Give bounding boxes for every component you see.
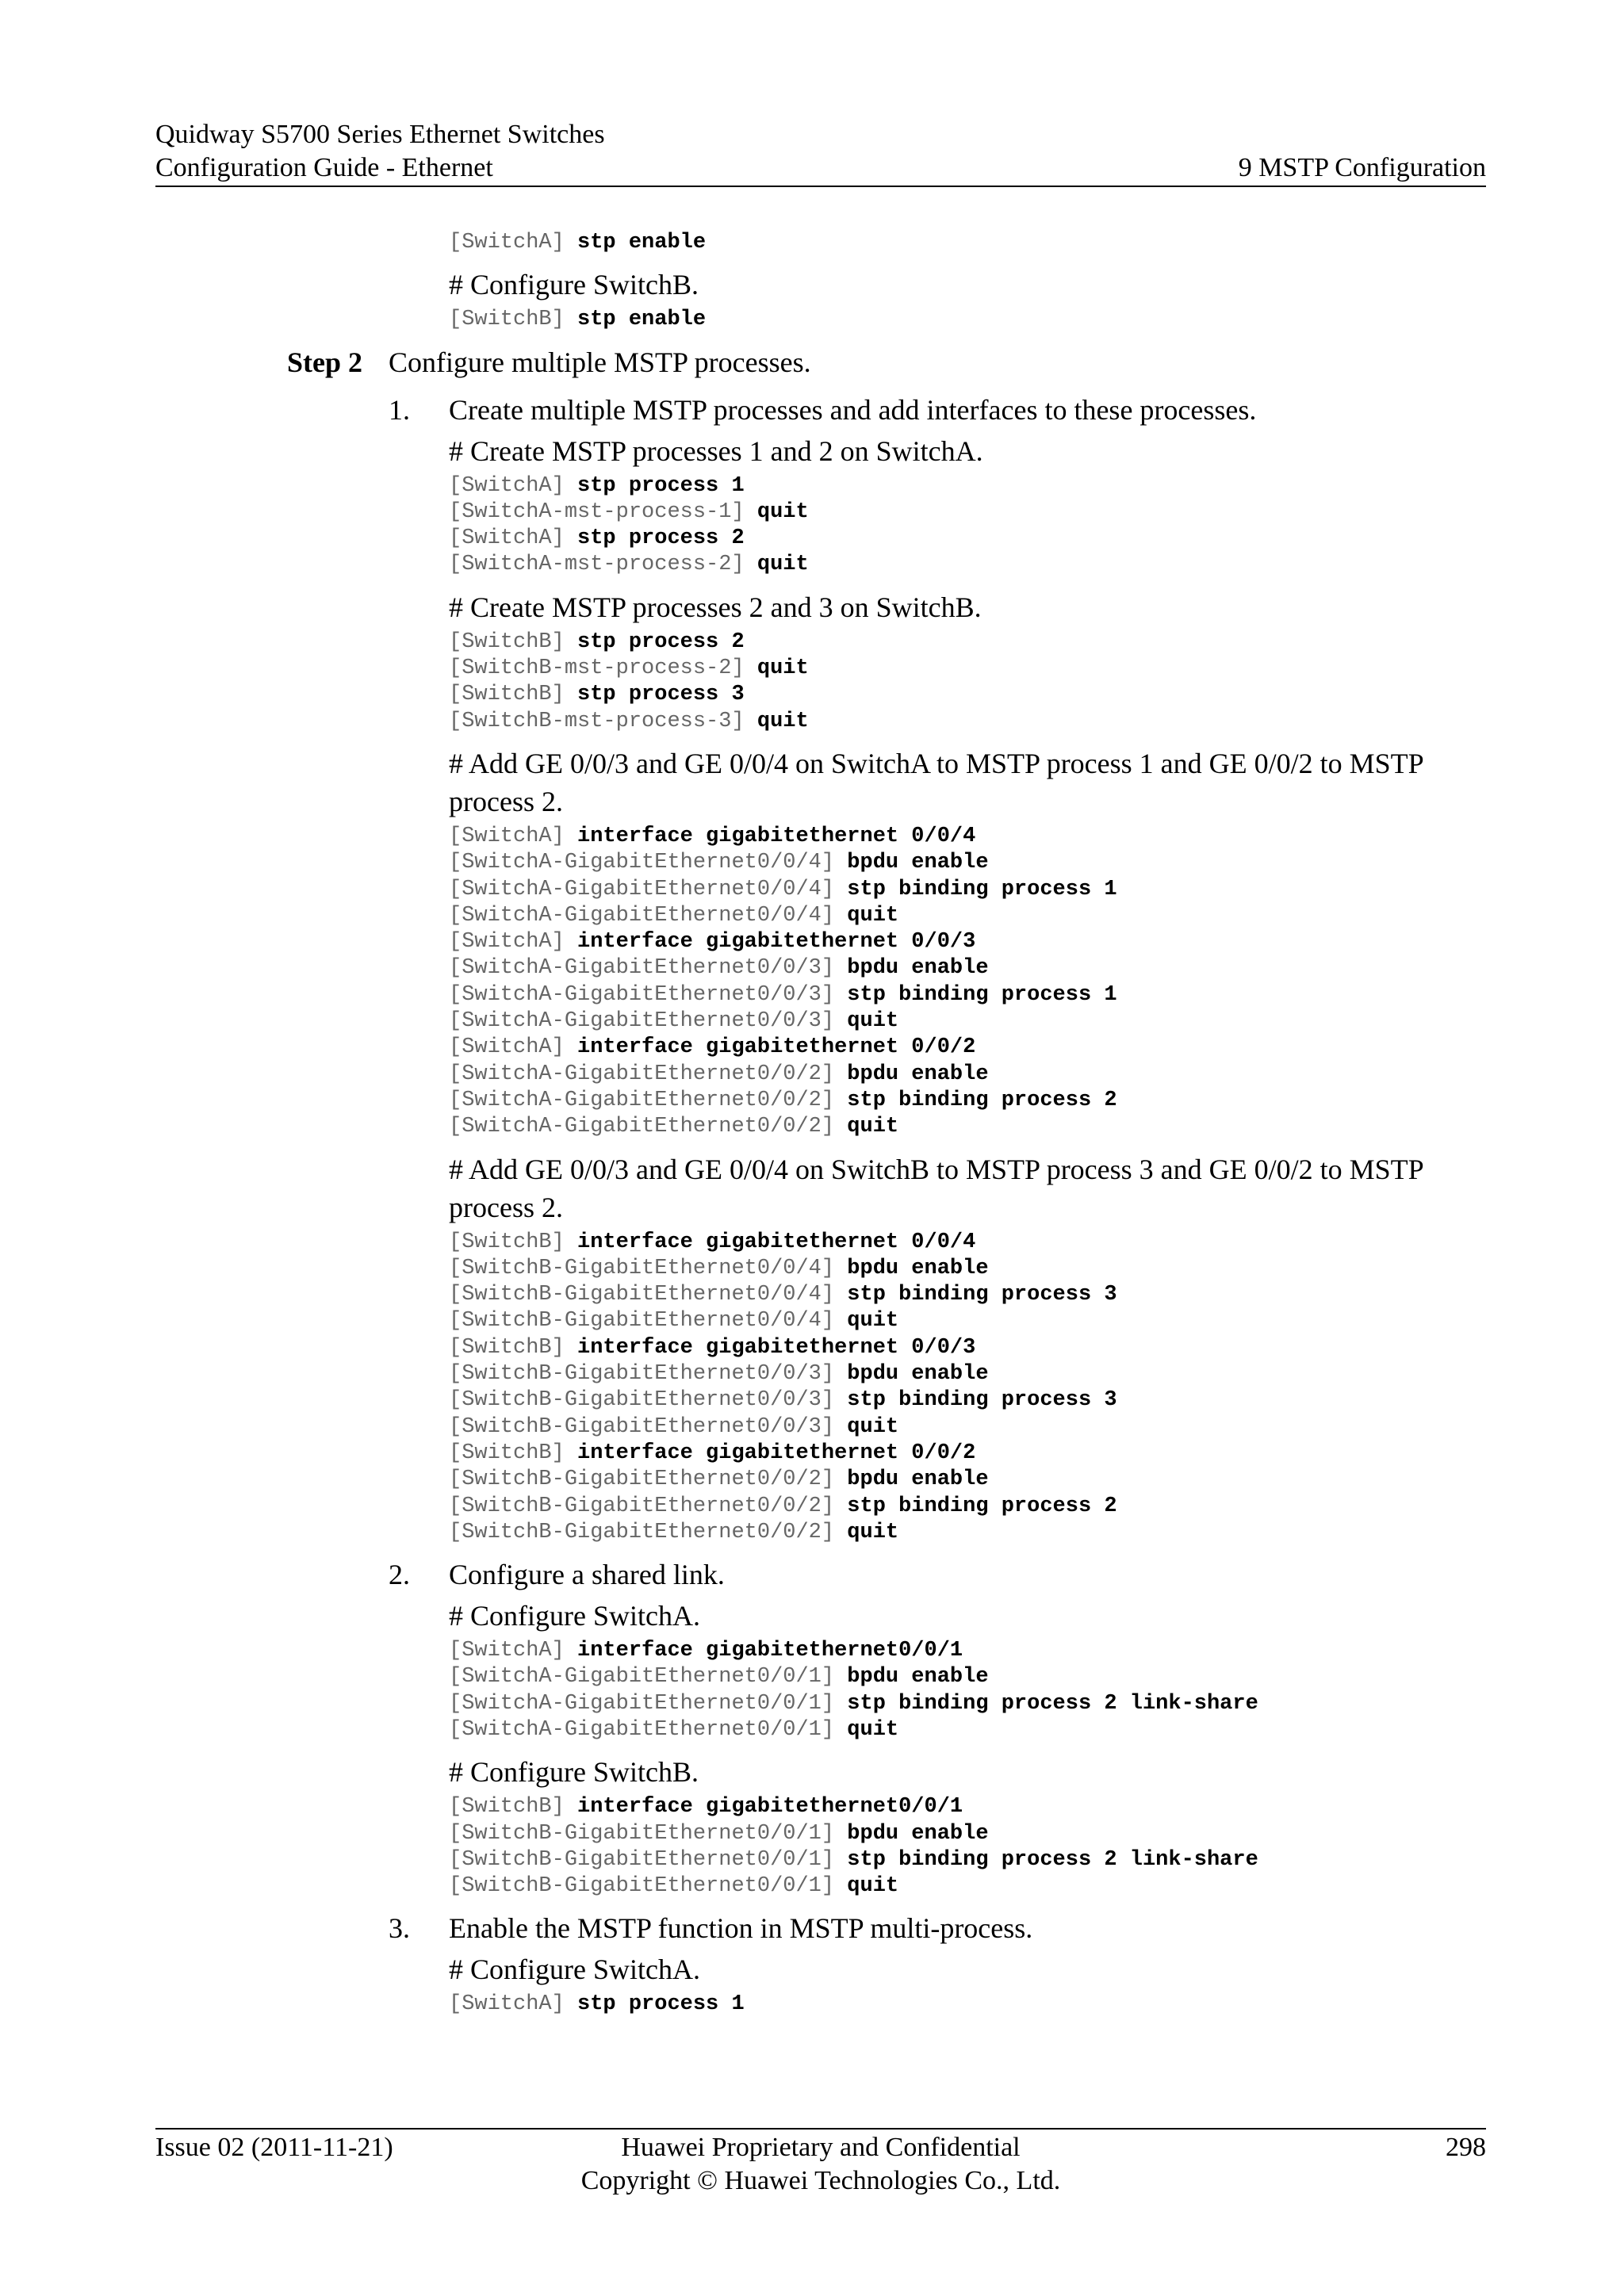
cli-prompt: [SwitchA-GigabitEthernet0/0/3] xyxy=(449,1009,848,1034)
code-line xyxy=(449,1441,1624,1467)
cli-prompt: [SwitchB-GigabitEthernet0/0/2] xyxy=(449,1520,848,1544)
cli-command: interface gigabitethernet 0/0/4 xyxy=(577,824,976,848)
cli-prompt: [SwitchB-GigabitEthernet0/0/1] xyxy=(449,1847,848,1872)
header-divider xyxy=(155,186,1486,187)
cli-command: stp binding process 2 link-share xyxy=(847,1691,1258,1716)
cli-command: interface gigabitethernet 0/0/3 xyxy=(577,1335,976,1360)
cli-prompt: [SwitchB] xyxy=(449,1795,578,1820)
cli-command: stp process 2 xyxy=(577,629,745,654)
code-line xyxy=(449,982,1624,1008)
cli-command: quit xyxy=(847,1115,899,1139)
cli-command: quit xyxy=(847,1874,899,1899)
code-line xyxy=(449,1062,1624,1088)
cli-prompt: [SwitchB-mst-process-3] xyxy=(449,709,757,733)
footer-divider xyxy=(155,2128,1486,2130)
code-line xyxy=(449,824,1624,850)
list-item-text: Create multiple MSTP processes and add interfaces to these processes. xyxy=(449,393,1257,426)
code-line xyxy=(449,1414,1624,1441)
cli-command: interface gigabitethernet 0/0/3 xyxy=(577,930,976,955)
code-block xyxy=(449,230,1624,256)
code-line xyxy=(449,1638,1624,1664)
confidential-line: Huawei Proprietary and Confidential xyxy=(621,2133,1021,2162)
list-item-number: 2. xyxy=(389,1559,410,1591)
cli-prompt: [SwitchA-mst-process-1] xyxy=(449,499,757,524)
code-line xyxy=(449,307,1624,333)
cli-prompt: [SwitchA-GigabitEthernet0/0/1] xyxy=(449,1665,848,1689)
cli-prompt: [SwitchB] xyxy=(449,1230,578,1254)
cli-command: quit xyxy=(847,1520,899,1544)
cli-prompt: [SwitchA] xyxy=(449,824,578,848)
code-line xyxy=(449,1691,1624,1717)
cli-command: interface gigabitethernet 0/0/4 xyxy=(577,1230,976,1254)
paragraph: # Configure SwitchA. xyxy=(449,1600,700,1632)
paragraph: # Create MSTP processes 2 and 3 on SwitchB. xyxy=(449,591,982,623)
cli-command: quit xyxy=(847,1717,899,1742)
code-line xyxy=(449,1520,1624,1546)
cli-prompt: [SwitchA] xyxy=(449,930,578,955)
code-line xyxy=(449,1335,1624,1361)
cli-command: bpdu enable xyxy=(847,1256,989,1280)
cli-prompt: [SwitchA-GigabitEthernet0/0/2] xyxy=(449,1062,848,1086)
list-item xyxy=(389,391,1624,429)
code-line xyxy=(449,877,1624,903)
cli-prompt: [SwitchB-GigabitEthernet0/0/3] xyxy=(449,1362,848,1387)
code-line xyxy=(449,1494,1624,1520)
code-block xyxy=(449,1230,1624,1547)
code-line xyxy=(449,552,1624,578)
cli-command: bpdu enable xyxy=(847,1665,989,1689)
code-line xyxy=(449,1467,1624,1493)
cli-command: stp binding process 2 xyxy=(847,1494,1117,1518)
code-line xyxy=(449,629,1624,656)
cli-prompt: [SwitchA-GigabitEthernet0/0/2] xyxy=(449,1088,848,1112)
list-item-number: 1. xyxy=(389,393,410,426)
cli-command: stp binding process 2 link-share xyxy=(847,1847,1258,1872)
cli-prompt: [SwitchA-GigabitEthernet0/0/2] xyxy=(449,1115,848,1139)
cli-prompt: [SwitchA-GigabitEthernet0/0/4] xyxy=(449,877,848,901)
code-line xyxy=(449,709,1624,735)
paragraph: # Add GE 0/0/3 and GE 0/0/4 on SwitchB to MSTP process 3 and GE 0/0/2 to MSTP process 2. xyxy=(449,1153,1423,1223)
code-line xyxy=(449,1873,1624,1900)
code-line xyxy=(449,929,1624,955)
cli-prompt: [SwitchB] xyxy=(449,629,578,654)
page-number: 298 xyxy=(1446,2133,1486,2162)
cli-prompt: [SwitchA] xyxy=(449,526,578,551)
doc-subtitle-row xyxy=(155,152,1486,184)
cli-command: stp process 1 xyxy=(577,1992,745,2017)
step-heading xyxy=(287,343,1624,381)
list-item-text: Enable the MSTP function in MSTP multi-process. xyxy=(449,1912,1033,1945)
cli-command: bpdu enable xyxy=(847,1362,989,1387)
cli-prompt: [SwitchB] xyxy=(449,683,578,707)
code-line xyxy=(449,1821,1624,1847)
step-label: Step 2 xyxy=(287,346,363,378)
cli-command: bpdu enable xyxy=(847,956,989,981)
code-line xyxy=(449,1794,1624,1820)
cli-prompt: [SwitchB-GigabitEthernet0/0/1] xyxy=(449,1821,848,1846)
list-item-text: Configure a shared link. xyxy=(449,1559,725,1591)
code-block xyxy=(449,1794,1624,1900)
paragraph: # Add GE 0/0/3 and GE 0/0/4 on SwitchA to MSTP process 1 and GE 0/0/2 to MSTP process 2. xyxy=(449,747,1423,817)
code-line xyxy=(449,1308,1624,1334)
cli-prompt: [SwitchA] xyxy=(449,1639,578,1663)
code-line xyxy=(449,1992,1624,2018)
document-body xyxy=(0,230,1624,2028)
code-line xyxy=(449,1008,1624,1035)
cli-prompt: [SwitchB-GigabitEthernet0/0/4] xyxy=(449,1309,848,1334)
list-item xyxy=(389,1556,1624,1594)
list-item-number: 3. xyxy=(389,1912,410,1945)
cli-command: stp binding process 2 xyxy=(847,1088,1117,1112)
cli-prompt: [SwitchA] xyxy=(449,1035,578,1060)
cli-command: quit xyxy=(847,1009,899,1034)
cli-command: interface gigabitethernet0/0/1 xyxy=(577,1795,963,1820)
code-line xyxy=(449,903,1624,929)
code-block xyxy=(449,473,1624,579)
cli-command: stp process 1 xyxy=(577,473,745,498)
cli-prompt: [SwitchB] xyxy=(449,308,578,332)
code-block xyxy=(449,824,1624,1141)
cli-prompt: [SwitchA] xyxy=(449,231,578,254)
paragraph: # Configure SwitchA. xyxy=(449,1954,700,1986)
code-block xyxy=(449,629,1624,735)
cli-prompt: [SwitchB-GigabitEthernet0/0/3] xyxy=(449,1388,848,1413)
cli-command: stp process 3 xyxy=(577,683,745,707)
code-line xyxy=(449,1847,1624,1873)
code-line xyxy=(449,682,1624,708)
cli-command: bpdu enable xyxy=(847,851,989,875)
paragraph: # Configure SwitchB. xyxy=(449,1756,699,1789)
section-title: 9 MSTP Configuration xyxy=(1238,153,1486,182)
code-line xyxy=(449,850,1624,876)
code-line xyxy=(449,955,1624,982)
cli-command: stp enable xyxy=(577,308,707,332)
cli-prompt: [SwitchB-GigabitEthernet0/0/4] xyxy=(449,1256,848,1280)
cli-prompt: [SwitchA-GigabitEthernet0/0/3] xyxy=(449,982,848,1007)
cli-command: stp binding process 3 xyxy=(847,1283,1117,1307)
cli-prompt: [SwitchA-GigabitEthernet0/0/1] xyxy=(449,1717,848,1742)
code-line xyxy=(449,1088,1624,1114)
cli-command: quit xyxy=(756,656,809,681)
cli-command: quit xyxy=(847,1414,899,1439)
code-line xyxy=(449,1230,1624,1256)
code-line xyxy=(449,230,1624,256)
cli-prompt: [SwitchB] xyxy=(449,1335,578,1360)
cli-prompt: [SwitchA] xyxy=(449,1992,578,2017)
cli-prompt: [SwitchB-GigabitEthernet0/0/2] xyxy=(449,1468,848,1492)
code-line xyxy=(449,1035,1624,1061)
code-line xyxy=(449,1361,1624,1387)
code-block xyxy=(449,307,1624,333)
cli-command: stp binding process 1 xyxy=(847,877,1117,901)
code-line xyxy=(449,656,1624,682)
paragraph: # Create MSTP processes 1 and 2 on SwitchA. xyxy=(449,434,983,467)
cli-command: stp process 2 xyxy=(577,526,745,551)
code-line xyxy=(449,1114,1624,1140)
cli-command: stp enable xyxy=(577,231,707,254)
cli-command: quit xyxy=(847,1309,899,1334)
code-line xyxy=(449,473,1624,499)
cli-prompt: [SwitchA-mst-process-2] xyxy=(449,553,757,577)
cli-command: stp binding process 1 xyxy=(847,982,1117,1007)
cli-prompt: [SwitchA-GigabitEthernet0/0/4] xyxy=(449,851,848,875)
code-line xyxy=(449,1282,1624,1308)
cli-command: quit xyxy=(847,903,899,928)
code-block xyxy=(449,1638,1624,1743)
cli-command: quit xyxy=(756,553,809,577)
cli-command: bpdu enable xyxy=(847,1821,989,1846)
step-text: Configure multiple MSTP processes. xyxy=(389,346,811,378)
cli-command: quit xyxy=(756,499,809,524)
paragraph: # Configure SwitchB. xyxy=(449,269,699,301)
cli-prompt: [SwitchB-GigabitEthernet0/0/4] xyxy=(449,1283,848,1307)
cli-prompt: [SwitchA-GigabitEthernet0/0/4] xyxy=(449,903,848,928)
cli-prompt: [SwitchA] xyxy=(449,473,578,498)
code-line xyxy=(449,499,1624,526)
copyright-line: Copyright © Huawei Technologies Co., Ltd. xyxy=(580,2166,1061,2195)
cli-command: interface gigabitethernet0/0/1 xyxy=(577,1639,963,1663)
doc-title: Quidway S5700 Series Ethernet Switches xyxy=(155,120,605,149)
code-line xyxy=(449,526,1624,552)
cli-command: interface gigabitethernet 0/0/2 xyxy=(577,1035,976,1060)
doc-subtitle: Configuration Guide - Ethernet xyxy=(155,153,493,182)
list-item xyxy=(389,1909,1624,1947)
cli-prompt: [SwitchA-GigabitEthernet0/0/3] xyxy=(449,956,848,981)
cli-command: bpdu enable xyxy=(847,1062,989,1086)
copyright-notice xyxy=(155,2131,1486,2198)
code-line xyxy=(449,1256,1624,1282)
cli-prompt: [SwitchB-GigabitEthernet0/0/3] xyxy=(449,1414,848,1439)
cli-command: quit xyxy=(756,709,809,733)
issue-date: Issue 02 (2011-11-21) xyxy=(155,2133,393,2162)
cli-prompt: [SwitchB-mst-process-2] xyxy=(449,656,757,681)
code-line xyxy=(449,1387,1624,1414)
cli-command: bpdu enable xyxy=(847,1468,989,1492)
cli-prompt: [SwitchB-GigabitEthernet0/0/2] xyxy=(449,1494,848,1518)
code-block xyxy=(449,1992,1624,2018)
cli-command: stp binding process 3 xyxy=(847,1388,1117,1413)
cli-command: interface gigabitethernet 0/0/2 xyxy=(577,1441,976,1465)
code-line xyxy=(449,1717,1624,1743)
cli-prompt: [SwitchB-GigabitEthernet0/0/1] xyxy=(449,1874,848,1899)
code-line xyxy=(449,1664,1624,1690)
cli-prompt: [SwitchA-GigabitEthernet0/0/1] xyxy=(449,1691,848,1716)
cli-prompt: [SwitchB] xyxy=(449,1441,578,1465)
